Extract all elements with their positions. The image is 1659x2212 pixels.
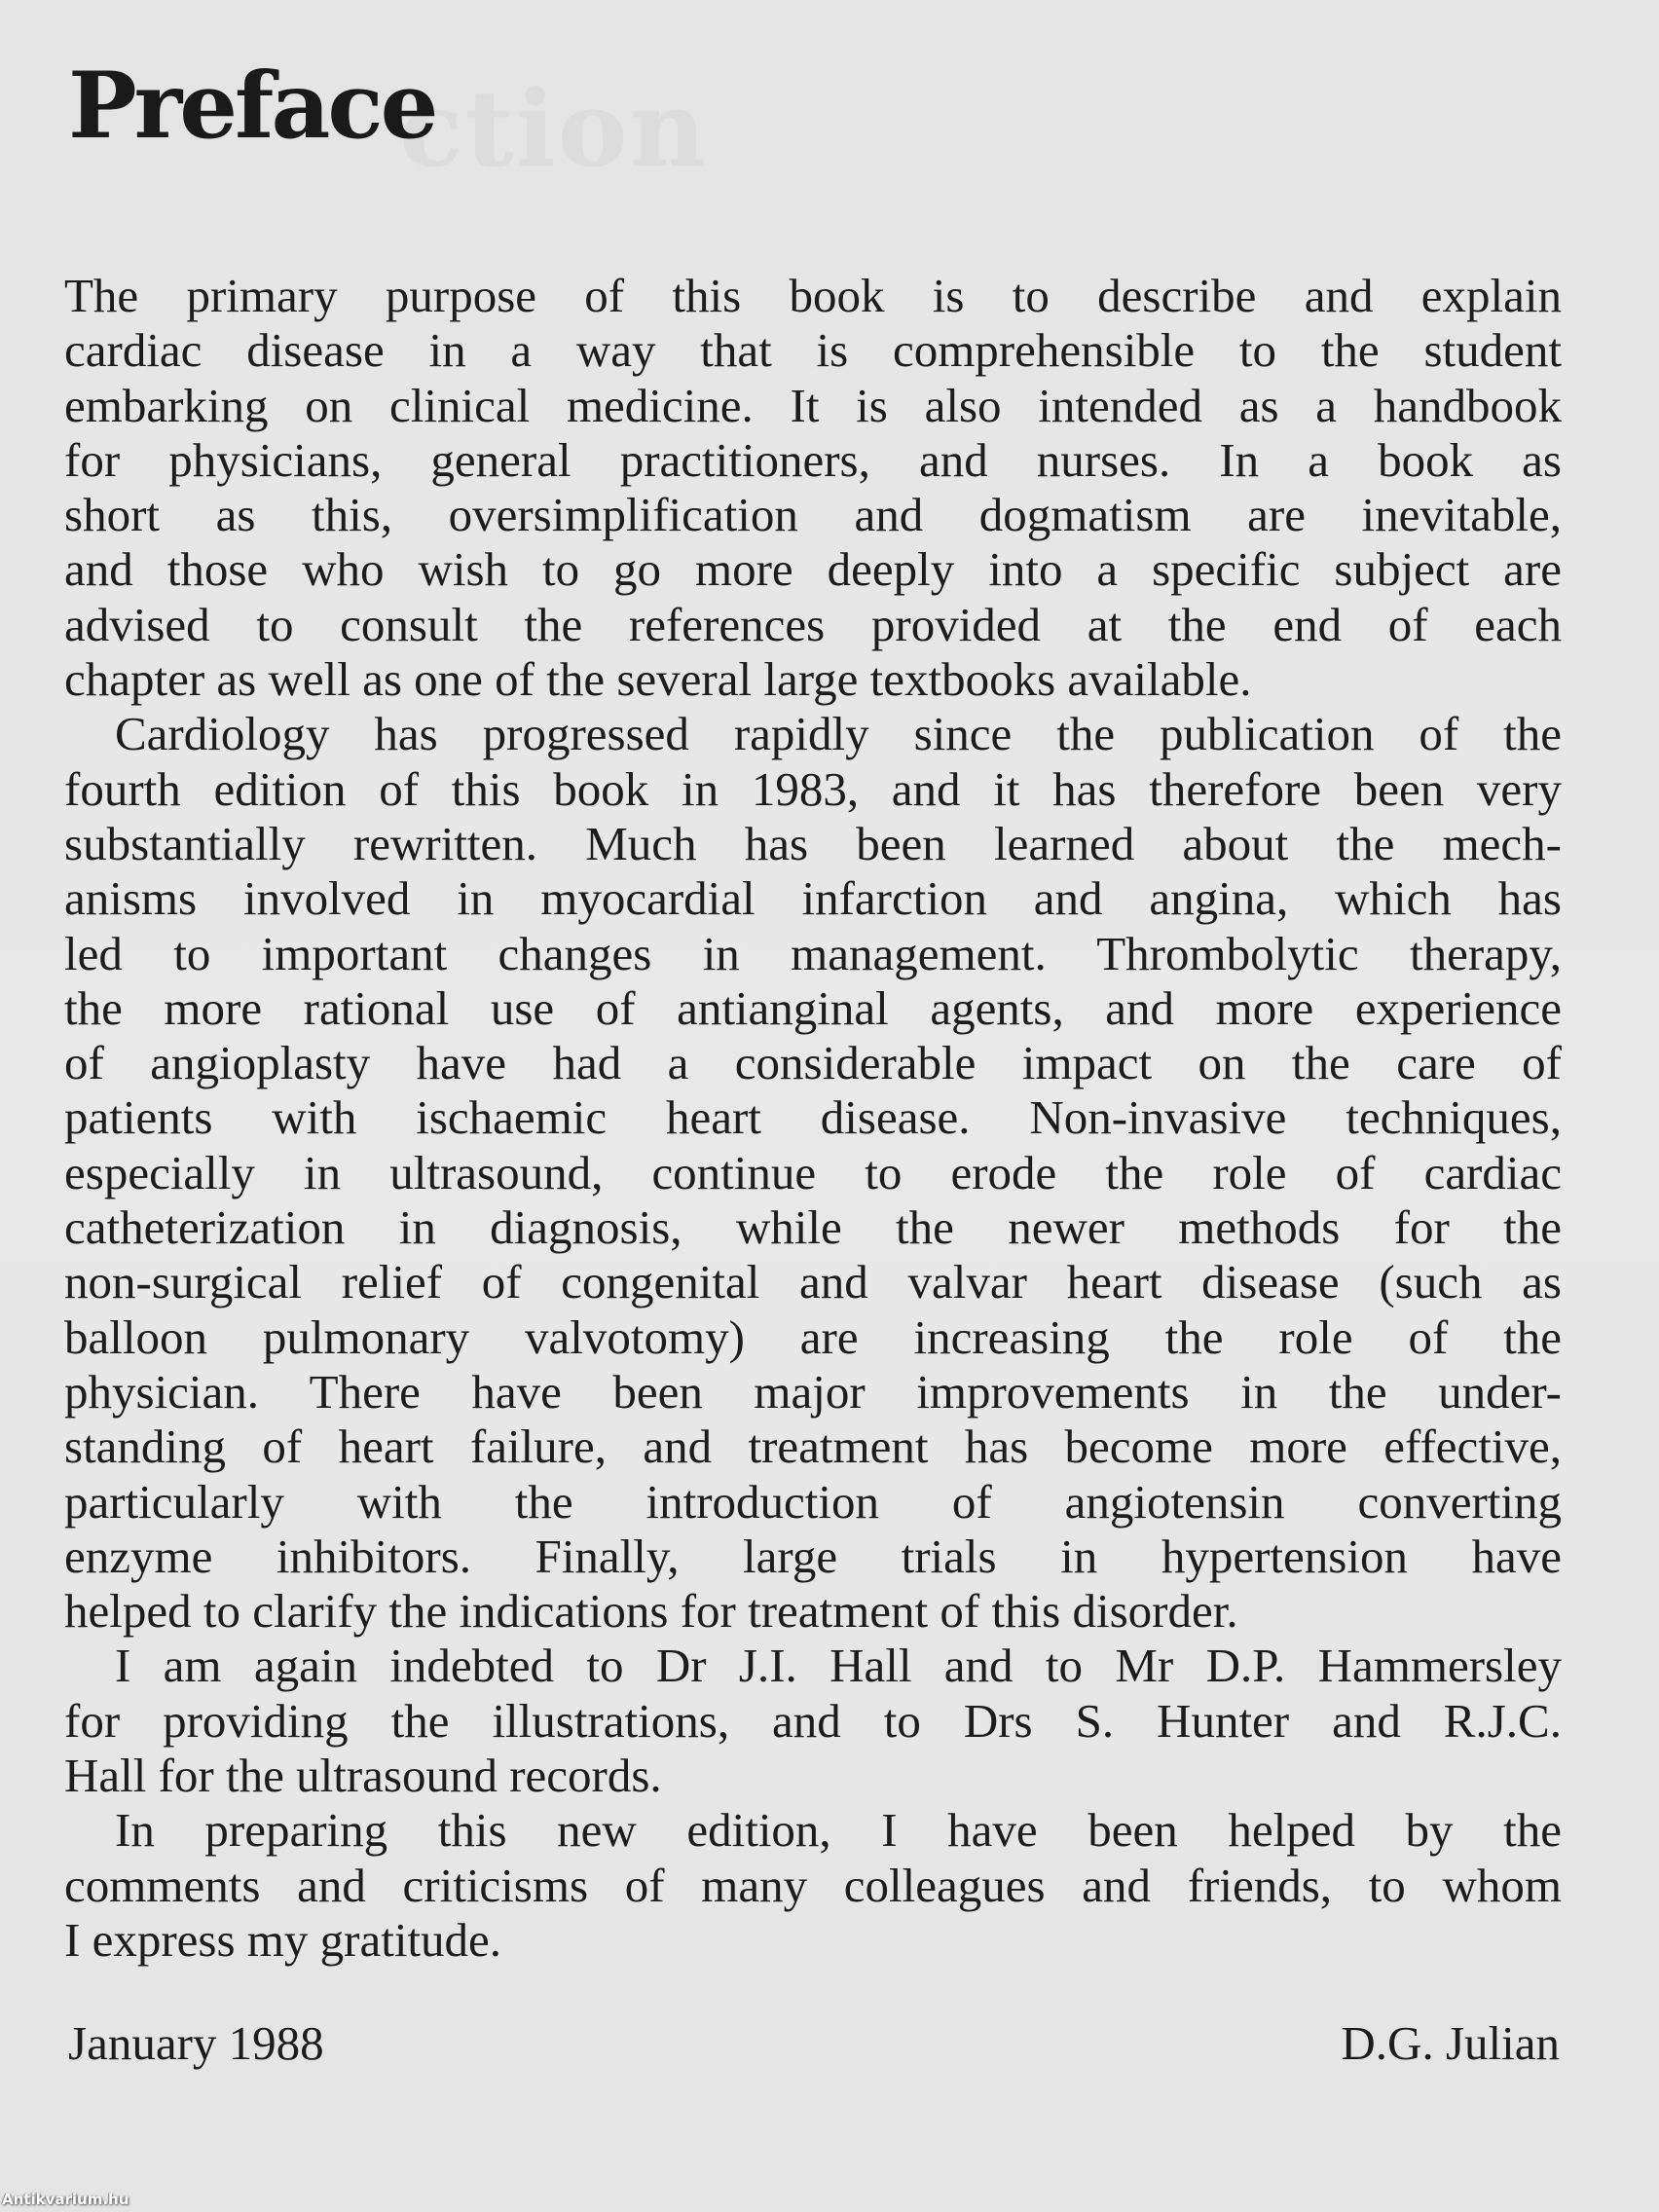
paragraph xyxy=(64,269,1562,707)
text-line: catheterization in diagnosis, while the newer methods for the xyxy=(64,1200,1562,1255)
text-line: for physicians, general practitioners, and nurses. In a book as xyxy=(64,432,1562,487)
text-line: and those who wish to go more deeply into a specific subject are xyxy=(64,542,1562,597)
text-line: particularly with the introduction of angiotensin converting xyxy=(64,1474,1562,1529)
text-line: I am again indebted to Dr J.I. Hall and to Mr D.P. Hammersley xyxy=(115,1639,1562,1693)
text-line: fourth edition of this book in 1983, and it has therefore been very xyxy=(64,761,1562,816)
text-line: advised to consult the references provided at the end of each xyxy=(64,597,1562,651)
text-line: anisms involved in myocardial infarction and angina, which has xyxy=(64,871,1562,926)
text-line: for providing the illustrations, and to Drs S. Hunter and R.J.C. xyxy=(64,1693,1562,1748)
text-line: I express my gratitude. xyxy=(64,1912,502,1967)
text-line: Cardiology has progressed rapidly since the publication of the xyxy=(115,707,1562,761)
text-line: In preparing this new edition, I have been helped by the xyxy=(115,1803,1562,1858)
text-line: patients with ischaemic heart disease. Non-invasive techniques, xyxy=(64,1090,1562,1145)
text-line: the more rational use of antianginal agents, and more experience xyxy=(64,980,1562,1035)
show-through-heading: ction xyxy=(399,68,709,191)
watermark-logo: Antikvarium.hu xyxy=(2,2191,129,2208)
text-line: The primary purpose of this book is to describe and explain xyxy=(64,269,1562,322)
paragraph xyxy=(64,1803,1562,1968)
text-line: non-surgical relief of congenital and valvar heart disease (such as xyxy=(64,1255,1562,1309)
text-line: short as this, oversimplification and dogmatism are inevitable, xyxy=(64,488,1562,542)
preface-body xyxy=(64,269,1562,1968)
text-line: substantially rewritten. Much has been learned about the mech- xyxy=(64,816,1562,870)
page-title: Preface xyxy=(68,53,436,160)
text-line: physician. There have been major improvements in the under- xyxy=(64,1364,1562,1419)
text-line: of angioplasty have had a considerable impact on the care of xyxy=(64,1036,1562,1090)
text-line: cardiac disease in a way that is comprehensible to the student xyxy=(64,323,1562,378)
text-line: Hall for the ultrasound records. xyxy=(64,1749,662,1803)
preface-date: January 1988 xyxy=(68,2016,324,2070)
text-line: balloon pulmonary valvotomy) are increasing the role of the xyxy=(64,1309,1562,1364)
text-line: standing of heart failure, and treatment has become more effective, xyxy=(64,1419,1562,1474)
paragraph xyxy=(64,1639,1562,1803)
text-line: especially in ultrasound, continue to erode the role of cardiac xyxy=(64,1145,1562,1199)
author-signature: D.G. Julian xyxy=(1341,2016,1560,2070)
text-line: led to important changes in management. Thrombolytic therapy, xyxy=(64,926,1562,980)
text-line: helped to clarify the indications for treatment of this disorder. xyxy=(64,1584,1238,1639)
paragraph xyxy=(64,707,1562,1639)
text-line: comments and criticisms of many colleagues and friends, to whom xyxy=(64,1858,1562,1912)
text-line: chapter as well as one of the several large textbooks available. xyxy=(64,652,1252,707)
text-line: embarking on clinical medicine. It is also intended as a handbook xyxy=(64,378,1562,432)
text-line: enzyme inhibitors. Finally, large trials in hypertension have xyxy=(64,1529,1562,1583)
